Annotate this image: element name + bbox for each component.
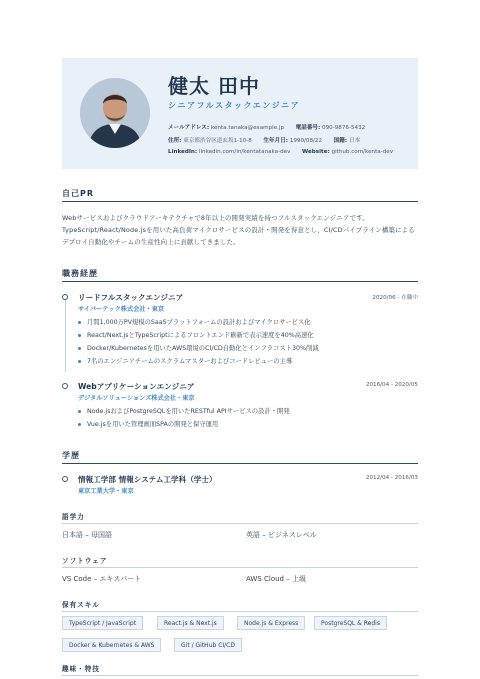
address-label: 住所: — [168, 138, 182, 144]
website-label: Website: — [302, 149, 330, 155]
pr-text: Webサービスおよびクラウドアーキテクチャで8年以上の開発実績を持つフルスタックエンジニアです。TypeScript/React/Node.jsを用いた高負荷マイクロサービスの設計・開発を得意とし、CI/CDパイプライン構築によるデプロイ自動化やチームの生産性向上に貢献してきました。 — [62, 214, 415, 246]
section-divider — [62, 201, 418, 202]
job-bullets — [78, 316, 408, 368]
contact-row-3 — [168, 149, 393, 155]
list-item: 7名のエンジニアチームのスクラムマスターおよびコードレビューの主導 — [78, 355, 408, 368]
section-title-pr: 自己PR — [62, 189, 95, 198]
avatar-icon — [80, 78, 150, 148]
profile-role: シニアフルスタックエンジニア — [168, 101, 301, 110]
profile-name: 健太 田中 — [168, 74, 260, 98]
education-school: 東京工業大学・東京 — [78, 488, 134, 495]
job-title: リードフルスタックエンジニア — [78, 293, 184, 302]
profile-header — [62, 58, 418, 169]
birth-label: 生年月日: — [263, 138, 289, 144]
list-item: Vue.jsを用いた管理画面SPAの開発と保守運用 — [78, 418, 408, 431]
list-item: Docker/Kubernetesを用いたAWS環境のCI/CD自動化とインフラコスト30%削減 — [78, 342, 408, 355]
phone-label: 電話番号: — [295, 125, 321, 131]
section-title-language: 語学力 — [62, 513, 85, 521]
phone-value: 090-9876-5432 — [322, 125, 366, 131]
section-divider — [62, 523, 418, 524]
linkedin-label: LinkedIn: — [168, 149, 198, 155]
software-item: AWS Cloud – 上級 — [246, 575, 306, 583]
section-divider — [62, 567, 418, 568]
skill-tag: PostgreSQL & Redis — [314, 616, 387, 630]
language-item: 日本語 – 母国語 — [62, 531, 112, 539]
skill-tag: React.js & Next.js — [157, 616, 224, 630]
skill-tag: Node.js & Express — [237, 616, 305, 630]
education-title: 情報工学部 情報システム工学科（学士） — [78, 475, 217, 484]
section-title-hobbies: 趣味・特技 — [62, 665, 100, 673]
section-divider — [62, 675, 418, 676]
email-value[interactable]: kenta.tanaka@example.jp — [210, 125, 285, 131]
section-divider — [62, 611, 418, 612]
skill-tag: Git / GitHub CI/CD — [174, 638, 242, 652]
section-divider — [62, 463, 418, 464]
nationality-label: 国籍: — [333, 138, 348, 144]
skill-tag: TypeScript / JavaScript — [62, 616, 143, 630]
section-title-career: 職務経歴 — [62, 269, 98, 278]
education-date: 2012/04 - 2016/03 — [365, 475, 418, 481]
list-item: React/Next.jsとTypeScriptによるフロントエンド刷新で表示速度を40%高速化 — [78, 329, 408, 342]
job-date: 2016/04 - 2020/05 — [365, 382, 418, 388]
linkedin-value[interactable]: linkedin.com/in/kentatanaka-dev — [198, 149, 291, 155]
profile-photo — [80, 78, 150, 148]
contact-row-1 — [168, 123, 365, 131]
job-company: サイバーテック株式会社・東京 — [78, 306, 165, 313]
nationality-value: 日本 — [348, 138, 361, 144]
address-value: 東京都渋谷区道玄坂1-10-8 — [183, 138, 252, 144]
timeline-line — [65, 300, 66, 372]
email-label: メールアドレス: — [168, 125, 210, 131]
job-bullets — [78, 405, 408, 431]
timeline-dot-icon — [62, 383, 68, 389]
job-company: デジタルソリューションズ株式会社・東京 — [78, 395, 195, 402]
website-value[interactable]: github.com/kenta-dev — [331, 149, 394, 155]
timeline-dot-icon — [62, 476, 68, 482]
skill-tag: Docker & Kubernetes & AWS — [62, 638, 161, 652]
timeline-dot-icon — [62, 294, 68, 300]
birth-value: 1990/08/22 — [289, 138, 323, 144]
contact-row-2 — [168, 136, 360, 144]
list-item: 月間1,000万PV規模のSaaSプラットフォームの設計およびマイクロサービス化 — [78, 316, 408, 329]
section-title-education: 学歴 — [62, 451, 80, 460]
language-item: 英語 – ビジネスレベル — [246, 531, 317, 539]
job-date: 2020/06 - 在職中 — [372, 295, 418, 301]
section-title-skills: 保有スキル — [62, 601, 100, 609]
list-item: Node.jsおよびPostgreSQLを用いたRESTful APIサービスの設計・開発 — [78, 405, 408, 418]
section-divider — [62, 281, 418, 282]
job-title: Webアプリケーションエンジニア — [78, 382, 195, 391]
section-title-software: ソフトウェア — [62, 557, 108, 565]
software-item: VS Code – エキスパート — [62, 575, 142, 583]
